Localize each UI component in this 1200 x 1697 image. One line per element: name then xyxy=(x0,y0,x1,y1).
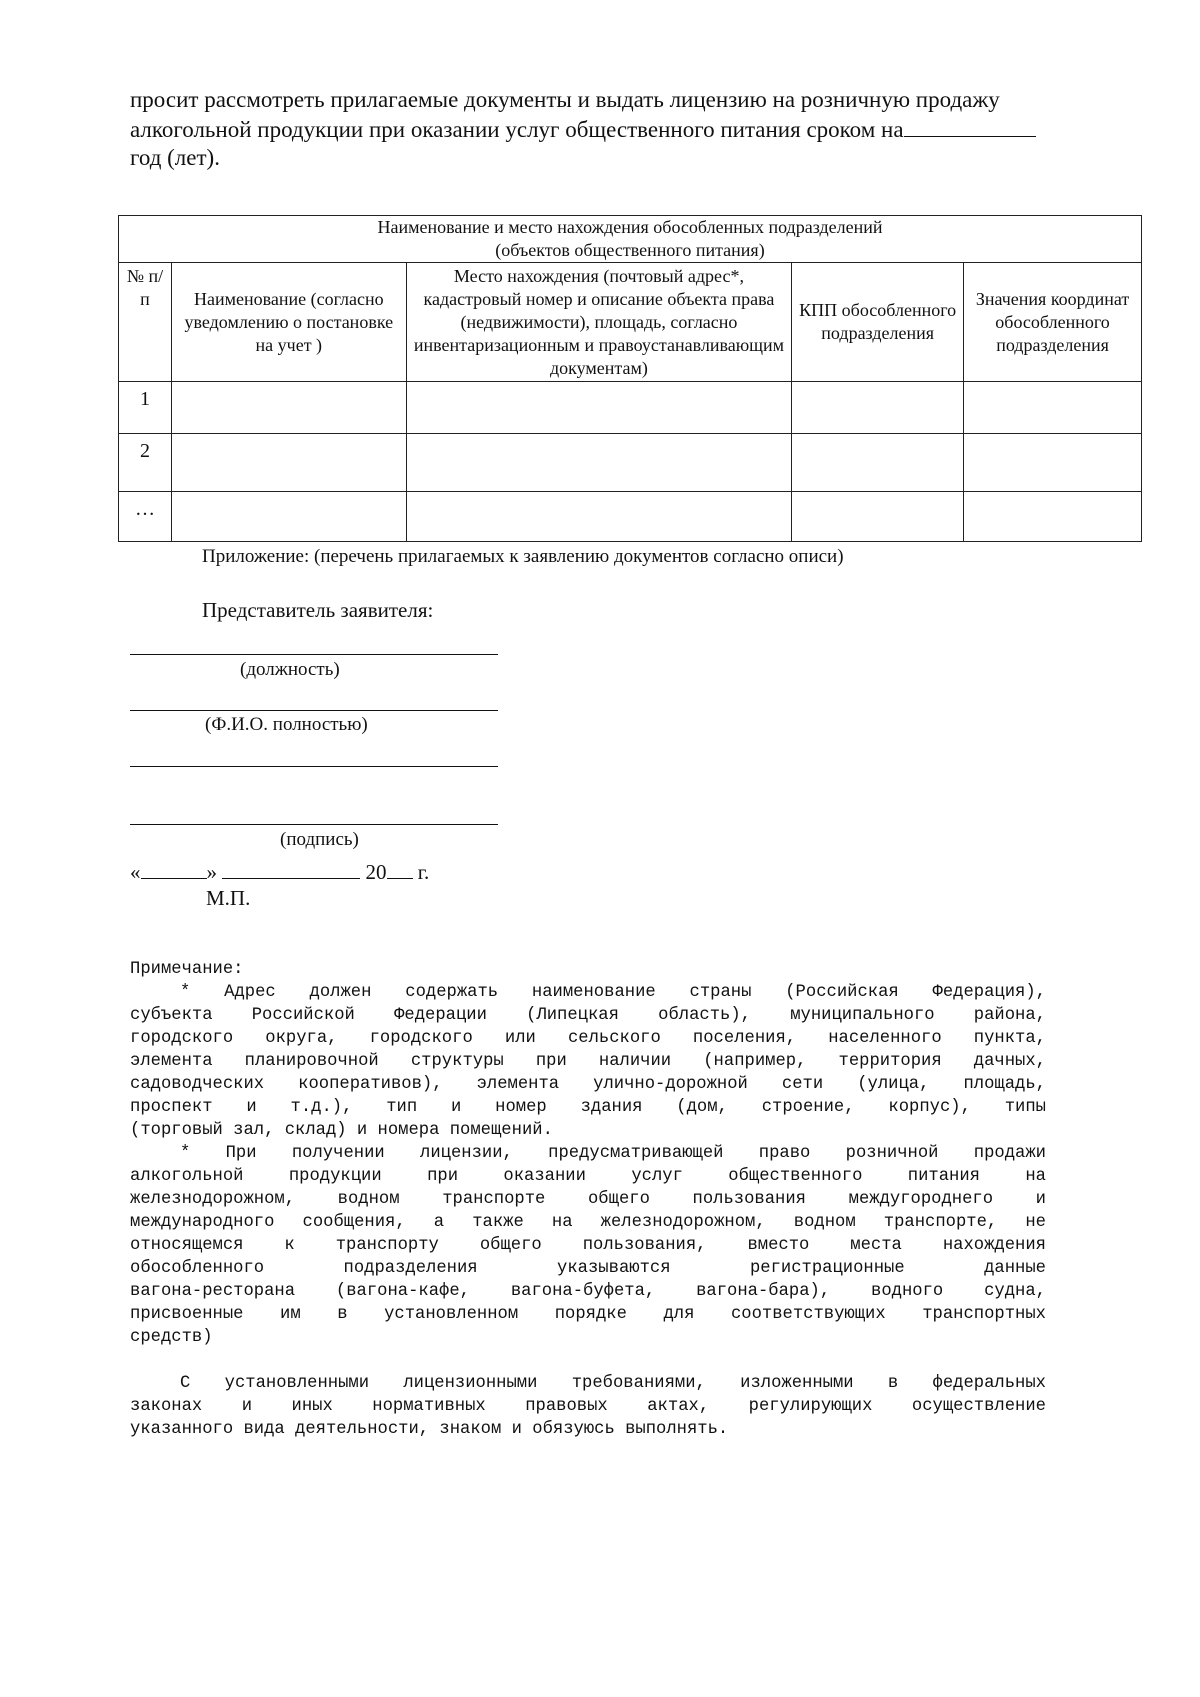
row-kpp-cell xyxy=(792,434,964,492)
note-p1-line: элемента планировочной структуры при наличии (например, территория дачных, xyxy=(130,1052,1046,1071)
date-suffix: г. xyxy=(417,860,430,884)
row-coords-cell xyxy=(964,492,1142,542)
note-title: Примечание: xyxy=(130,960,244,979)
note-p1-line: садоводческих кооперативов), элемента улично-дорожной сети (улица, площадь, xyxy=(130,1075,1046,1094)
table-caption-line-2: (объектов общественного питания) xyxy=(495,240,765,260)
table-row xyxy=(119,492,1142,542)
note-p2-line: средств) xyxy=(130,1328,213,1347)
row-location-cell xyxy=(406,382,792,434)
note-spacer xyxy=(130,1349,1046,1372)
note-p2-line: относящемся к транспорту общего пользования, вместо места нахождения xyxy=(130,1236,1046,1255)
note-p2-line: * При получении лицензии, предусматривающей право розничной продажи xyxy=(180,1144,1046,1163)
note-p1-line: (торговый зал, склад) и номера помещений. xyxy=(130,1121,553,1140)
row-location-cell xyxy=(406,492,792,542)
header-coords: Значения координат обособленного подразделения xyxy=(964,263,1142,382)
row-num: 2 xyxy=(119,434,172,492)
row-location-cell xyxy=(406,434,792,492)
intro-line-3: год (лет). xyxy=(130,145,220,170)
term-blank xyxy=(904,114,1036,137)
year-blank xyxy=(387,856,413,879)
note-p3-line: С установленными лицензионными требованиями, изложенными в федеральных xyxy=(180,1374,1046,1393)
table-header-row xyxy=(119,263,1142,382)
row-name-cell xyxy=(171,434,406,492)
position-signature-line xyxy=(130,654,498,655)
row-kpp-cell xyxy=(792,492,964,542)
subdivisions-table xyxy=(118,215,1142,542)
note-p2-line: присвоенные им в установленном порядке для соответствующих транспортных xyxy=(130,1305,1046,1324)
signature-label: (подпись) xyxy=(280,829,359,850)
note-p2-line: железнодорожном, водном транспорте общего пользования междугороднего и xyxy=(130,1190,1046,1209)
day-blank xyxy=(141,856,207,879)
table-caption-row xyxy=(119,216,1142,263)
intro-line-1: просит рассмотреть прилагаемые документы и выдать лицензию на розничную продажу xyxy=(130,87,1000,112)
month-blank xyxy=(222,856,360,879)
representative-title: Представитель заявителя: xyxy=(202,598,434,622)
row-num: 1 xyxy=(119,382,172,434)
signature-line xyxy=(130,824,498,825)
header-name: Наименование (согласно уведомлению о постановке на учет ) xyxy=(171,263,406,382)
extra-signature-line xyxy=(130,766,498,767)
row-name-cell xyxy=(171,492,406,542)
note-section xyxy=(130,958,1046,1441)
table-row xyxy=(119,434,1142,492)
note-p2-line: алкогольной продукции при оказании услуг общественного питания на xyxy=(130,1167,1046,1186)
date-line xyxy=(130,856,429,885)
note-p1-line: городского округа, городского или сельского поселения, населенного пункта, xyxy=(130,1029,1046,1048)
intro-line-2 xyxy=(130,114,1090,144)
position-label: (должность) xyxy=(240,659,340,680)
note-p1-line: * Адрес должен содержать наименование страны (Российская Федерация), xyxy=(180,983,1046,1002)
note-p2-line: международного сообщения, а также на железнодорожном, водном транспорте, не xyxy=(130,1213,1046,1232)
row-coords-cell xyxy=(964,434,1142,492)
note-p2-line: вагона-ресторана (вагона-кафе, вагона-буфета, вагона-бара), водного судна, xyxy=(130,1282,1046,1301)
note-p3-line: указанного вида деятельности, знаком и обязуюсь выполнять. xyxy=(130,1420,729,1439)
date-year-prefix: 20 xyxy=(365,860,387,884)
stamp-label: М.П. xyxy=(206,886,251,910)
row-kpp-cell xyxy=(792,382,964,434)
fio-signature-line xyxy=(130,710,498,711)
note-p1-line: субъекта Российской Федерации (Липецкая область), муниципального района, xyxy=(130,1006,1046,1025)
date-close-quote: » xyxy=(206,860,217,884)
note-p2-line: обособленного подразделения указываются регистрационные данные xyxy=(130,1259,1046,1278)
attachment-text: Приложение: (перечень прилагаемых к заявлению документов согласно описи) xyxy=(202,546,844,567)
header-num: № п/п xyxy=(119,263,172,382)
row-coords-cell xyxy=(964,382,1142,434)
note-p3-line: законах и иных нормативных правовых актах, регулирующих осуществление xyxy=(130,1397,1046,1416)
table-caption-line-1: Наименование и место нахождения обособленных подразделений xyxy=(377,217,883,237)
table-row xyxy=(119,382,1142,434)
header-kpp: КПП обособленного подразделения xyxy=(792,263,964,382)
header-location: Место нахождения (почтовый адрес*, кадастровый номер и описание объекта права (недвижимости), площадь, согласно инвентаризационным и правоустанавливающим документам) xyxy=(406,263,792,382)
row-num: … xyxy=(119,492,172,542)
intro-paragraph xyxy=(130,86,1090,172)
row-name-cell xyxy=(171,382,406,434)
table-caption xyxy=(119,216,1142,263)
note-p1-line: проспект и т.д.), тип и номер здания (дом, строение, корпус), типы xyxy=(130,1098,1046,1117)
fio-label: (Ф.И.О. полностью) xyxy=(205,714,368,735)
date-open-quote: « xyxy=(130,860,141,884)
intro-line-2-text: алкогольной продукции при оказании услуг общественного питания сроком на xyxy=(130,117,904,142)
